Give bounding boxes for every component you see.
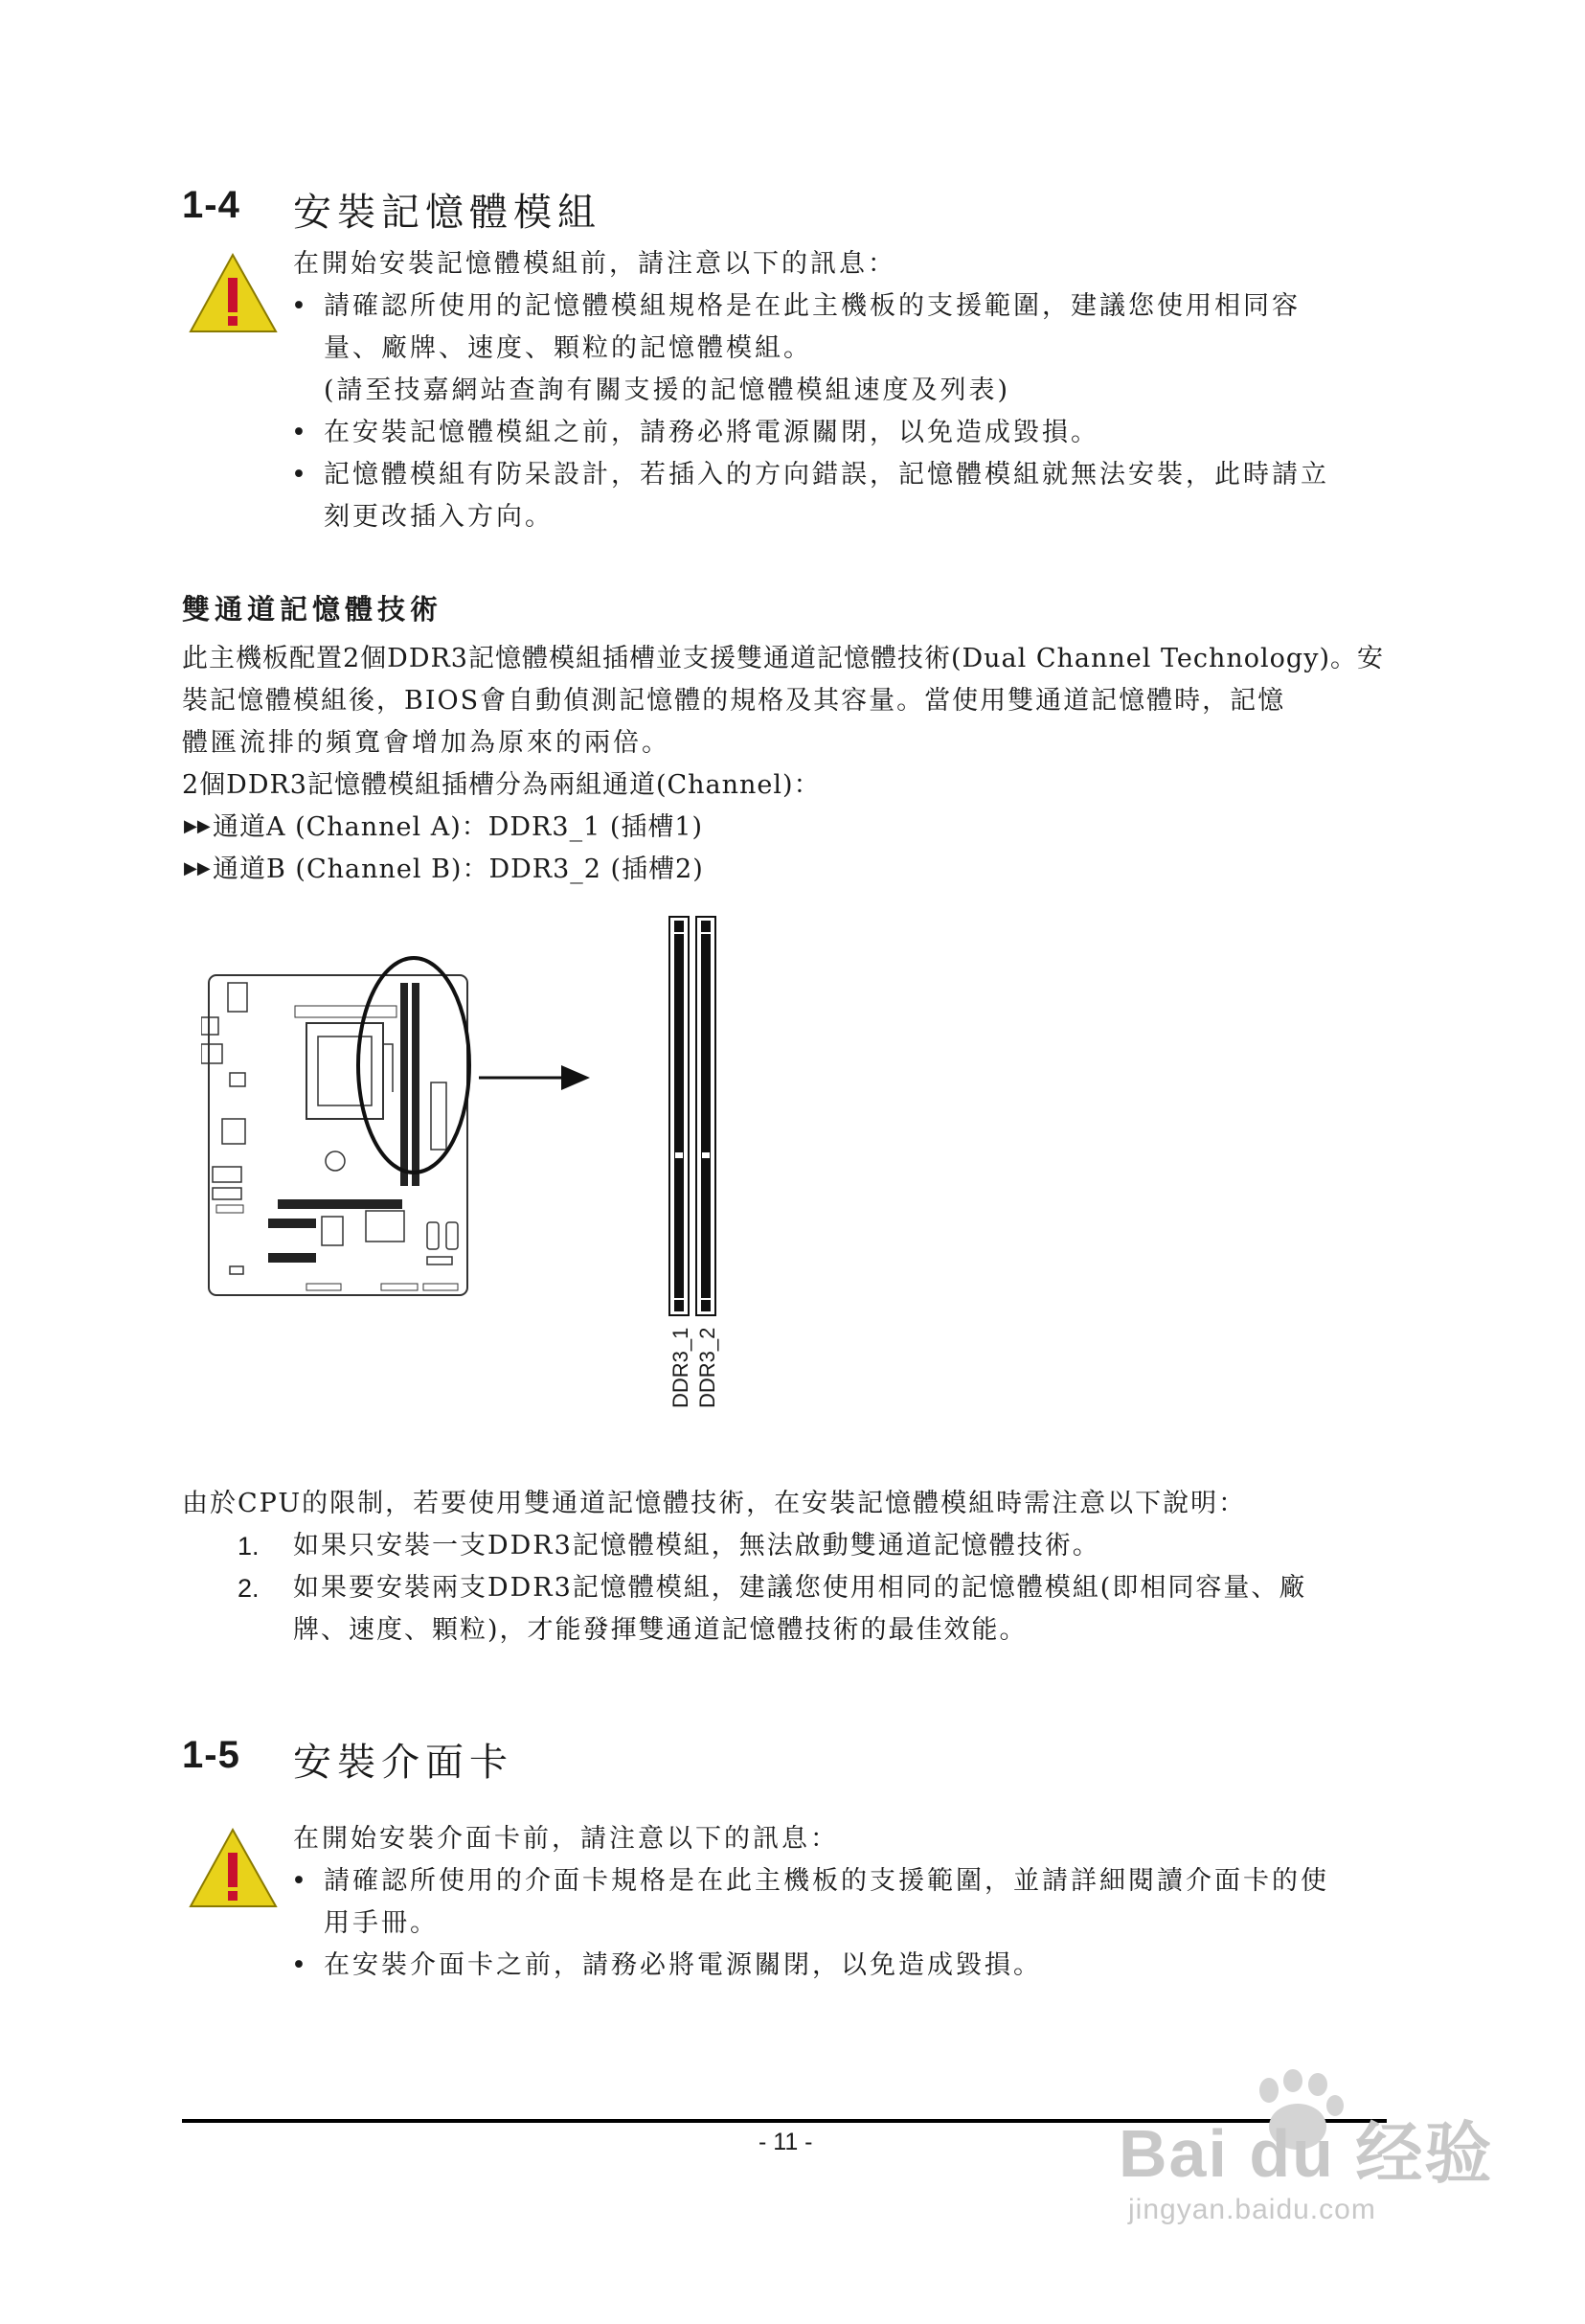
bullet-1-line-3: (請至技嘉網站查詢有關支援的記憶體模組速度及列表) [324,376,1011,405]
note-1-line-1: 如果只安裝一支DDR3記憶體模組，無法啟動雙通道記憶體技術。 [293,1531,1100,1561]
bullet-dot: • [291,1866,309,1896]
arrow-right-icon [479,1063,594,1092]
watermark-url: jingyan.baidu.com [1128,2194,1376,2225]
channel-intro: 2個DDR3記憶體模組插槽分為兩組通道(Channel)： [182,770,821,800]
channel-b: 通道B (Channel B)：DDR3_2 (插槽2) [213,854,704,884]
double-arrow-icon: ▶▶ [184,858,211,878]
bullet-dot: • [291,418,309,447]
dual-channel-paragraph-line-2: 裝記憶體模組後，BIOS會自動偵測記憶體的規格及其容量。當使用雙通道記憶體時，記憶 [182,686,1286,716]
warning-icon [188,1826,279,1910]
bullet-dot: • [291,291,309,321]
bullet-1-line-1: 請確認所使用的記憶體模組規格是在此主機板的支援範圍，建議您使用相同容 [324,291,1301,321]
note-2-line-1: 如果要安裝兩支DDR3記憶體模組，建議您使用相同的記憶體模組(即相同容量、廠 [293,1573,1307,1603]
bullet-3-line-1: 記憶體模組有防呆設計，若插入的方向錯誤，記憶體模組就無法安裝，此時請立 [324,460,1329,490]
dual-channel-paragraph-line-3: 體匯流排的頻寬會增加為原來的兩倍。 [182,728,670,758]
dimm-slots-diagram [666,915,723,1317]
page-number: - 11 - [759,2129,813,2155]
note-2-number: 2. [238,1574,260,1603]
bullet-3-line-2: 刻更改插入方向。 [324,502,554,532]
warning-icon [188,251,279,335]
section-1-5-warning-intro: 在開始安裝介面卡前，請注意以下的訊息： [293,1824,839,1854]
section-1-5-number: 1-5 [182,1734,240,1776]
channel-a: 通道A (Channel A)：DDR3_1 (插槽1) [213,812,704,842]
note-1-number: 1. [238,1532,260,1561]
slot-label-ddr3-2: DDR3_2 [695,1327,719,1408]
section-1-4-warning-intro: 在開始安裝記憶體模組前，請注意以下的訊息： [293,249,896,279]
note-2-line-2: 牌、速度、顆粒)，才能發揮雙通道記憶體技術的最佳效能。 [293,1615,1028,1645]
bullet-dot: • [291,460,309,490]
section-1-4-number: 1-4 [182,184,240,226]
bullet-dot: • [291,1950,309,1980]
section-1-5-title: 安裝介面卡 [293,1741,513,1785]
card-bullet-1-line-1: 請確認所使用的介面卡規格是在此主機板的支援範圍，並請詳細閱讀介面卡的使 [324,1866,1329,1896]
watermark-brand: Bai du 经验 [1119,2116,1494,2191]
section-1-4-title: 安裝記憶體模組 [293,191,601,235]
bullet-1-line-2: 量、廠牌、速度、顆粒的記憶體模組。 [324,333,812,363]
double-arrow-icon: ▶▶ [184,816,211,836]
slot-label-ddr3-1: DDR3_1 [668,1327,692,1408]
bullet-2-line-1: 在安裝記憶體模組之前，請務必將電源關閉，以免造成毀損。 [324,418,1099,447]
card-bullet-1-line-2: 用手冊。 [324,1908,439,1938]
motherboard-diagram [201,948,498,1303]
dual-channel-heading: 雙通道記憶體技術 [182,593,443,626]
card-bullet-2-line-1: 在安裝介面卡之前，請務必將電源關閉，以免造成毀損。 [324,1950,1042,1980]
cpu-note: 由於CPU的限制，若要使用雙通道記憶體技術，在安裝記憶體模組時需注意以下說明： [182,1489,1247,1518]
dual-channel-paragraph-line-1: 此主機板配置2個DDR3記憶體模組插槽並支援雙通道記憶體技術(Dual Channel Technology)。安 [182,644,1384,673]
